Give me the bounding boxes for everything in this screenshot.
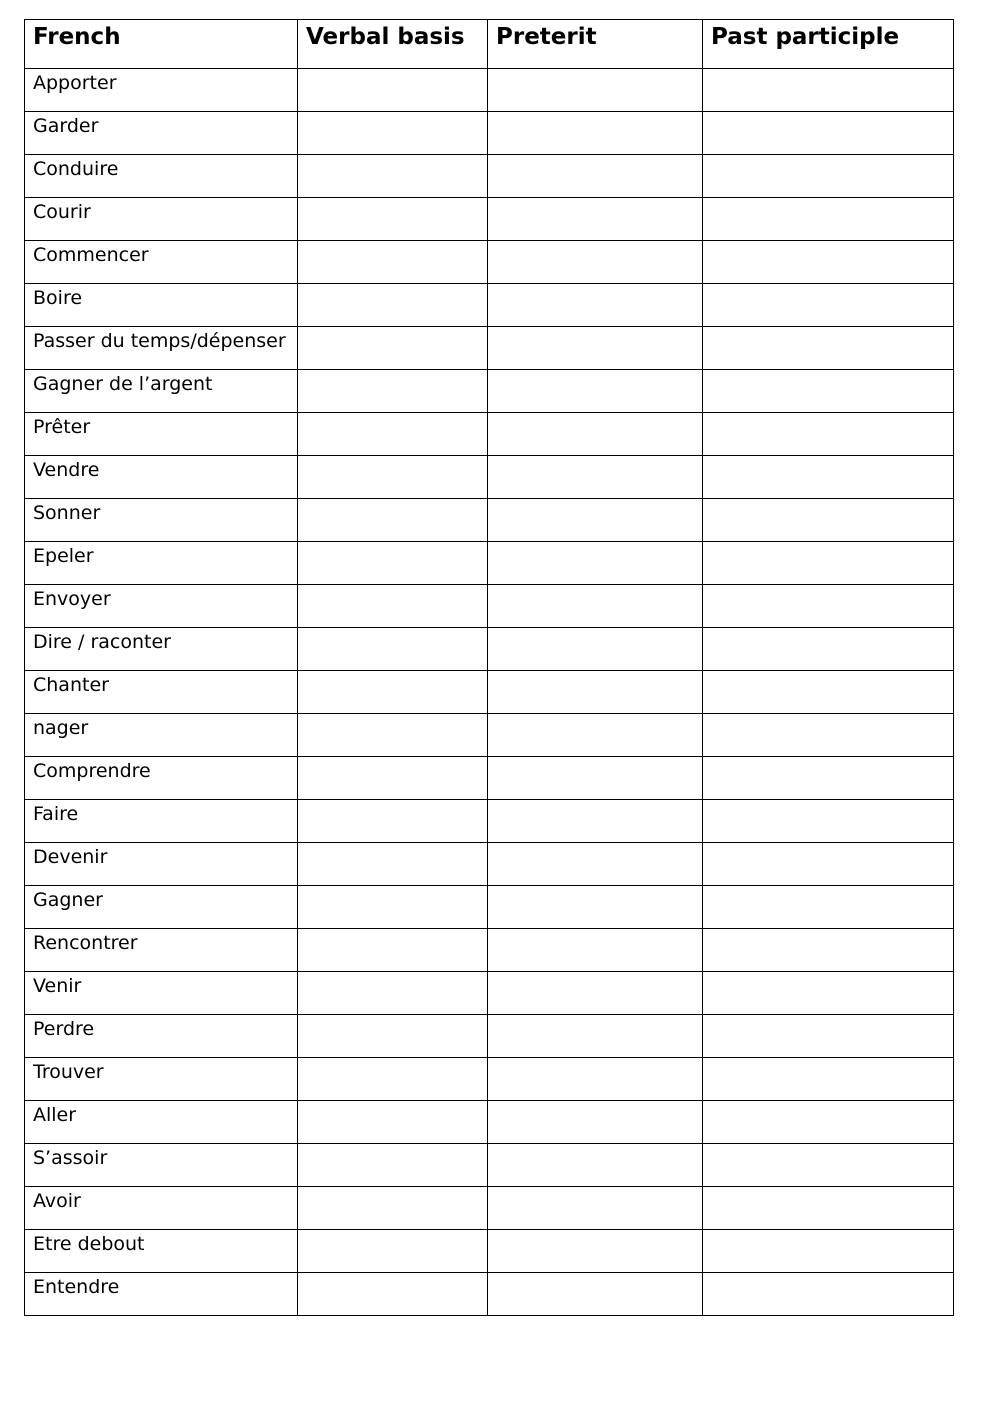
verbal-basis-cell[interactable] (298, 69, 488, 112)
french-cell: Comprendre (25, 757, 298, 800)
verbal-basis-cell[interactable] (298, 413, 488, 456)
past-participle-cell[interactable] (703, 284, 954, 327)
french-cell: Chanter (25, 671, 298, 714)
french-cell: Perdre (25, 1015, 298, 1058)
preterit-cell[interactable] (488, 1015, 703, 1058)
past-participle-cell[interactable] (703, 155, 954, 198)
past-participle-cell[interactable] (703, 327, 954, 370)
french-cell: Avoir (25, 1187, 298, 1230)
past-participle-cell[interactable] (703, 542, 954, 585)
french-cell: Boire (25, 284, 298, 327)
table-row (25, 628, 954, 671)
preterit-cell[interactable] (488, 585, 703, 628)
column-header-verbal-basis: Verbal basis (298, 20, 488, 69)
preterit-cell[interactable] (488, 413, 703, 456)
french-cell: nager (25, 714, 298, 757)
past-participle-cell[interactable] (703, 671, 954, 714)
past-participle-cell[interactable] (703, 714, 954, 757)
column-header-french: French (25, 20, 298, 69)
preterit-cell[interactable] (488, 1230, 703, 1273)
french-cell: Garder (25, 112, 298, 155)
verbal-basis-cell[interactable] (298, 972, 488, 1015)
table-row (25, 241, 954, 284)
preterit-cell[interactable] (488, 800, 703, 843)
past-participle-cell[interactable] (703, 198, 954, 241)
french-cell: Faire (25, 800, 298, 843)
past-participle-cell[interactable] (703, 843, 954, 886)
past-participle-cell[interactable] (703, 1273, 954, 1316)
french-cell: Dire / raconter (25, 628, 298, 671)
verbal-basis-cell[interactable] (298, 585, 488, 628)
verbal-basis-cell[interactable] (298, 886, 488, 929)
table-row (25, 284, 954, 327)
preterit-cell[interactable] (488, 1101, 703, 1144)
french-cell: S’assoir (25, 1144, 298, 1187)
french-cell: Devenir (25, 843, 298, 886)
french-cell: Vendre (25, 456, 298, 499)
french-cell: Courir (25, 198, 298, 241)
table-header-row (25, 20, 954, 69)
verbal-basis-cell[interactable] (298, 198, 488, 241)
past-participle-cell[interactable] (703, 757, 954, 800)
verbal-basis-cell[interactable] (298, 843, 488, 886)
table-row (25, 456, 954, 499)
preterit-cell[interactable] (488, 1058, 703, 1101)
verbal-basis-cell[interactable] (298, 1187, 488, 1230)
table-row (25, 1058, 954, 1101)
past-participle-cell[interactable] (703, 1101, 954, 1144)
verbal-basis-cell[interactable] (298, 284, 488, 327)
preterit-cell[interactable] (488, 628, 703, 671)
french-cell: Passer du temps/dépenser (25, 327, 298, 370)
preterit-cell[interactable] (488, 370, 703, 413)
table-row (25, 198, 954, 241)
verbal-basis-cell[interactable] (298, 714, 488, 757)
past-participle-cell[interactable] (703, 69, 954, 112)
preterit-cell[interactable] (488, 327, 703, 370)
table-row (25, 886, 954, 929)
table-row (25, 413, 954, 456)
worksheet (24, 19, 953, 1316)
past-participle-cell[interactable] (703, 1144, 954, 1187)
table-row (25, 1187, 954, 1230)
verbal-basis-cell[interactable] (298, 112, 488, 155)
french-cell: Commencer (25, 241, 298, 284)
table-row (25, 327, 954, 370)
past-participle-cell[interactable] (703, 1230, 954, 1273)
preterit-cell[interactable] (488, 542, 703, 585)
preterit-cell[interactable] (488, 1144, 703, 1187)
table-row (25, 972, 954, 1015)
preterit-cell[interactable] (488, 155, 703, 198)
table-row (25, 714, 954, 757)
verbal-basis-cell[interactable] (298, 456, 488, 499)
french-cell: Envoyer (25, 585, 298, 628)
french-cell: Aller (25, 1101, 298, 1144)
preterit-cell[interactable] (488, 1273, 703, 1316)
past-participle-cell[interactable] (703, 800, 954, 843)
preterit-cell[interactable] (488, 929, 703, 972)
verbal-basis-cell[interactable] (298, 757, 488, 800)
past-participle-cell[interactable] (703, 972, 954, 1015)
verbal-basis-cell[interactable] (298, 241, 488, 284)
preterit-cell[interactable] (488, 241, 703, 284)
past-participle-cell[interactable] (703, 1187, 954, 1230)
french-cell: Epeler (25, 542, 298, 585)
past-participle-cell[interactable] (703, 585, 954, 628)
table-row (25, 800, 954, 843)
french-cell: Apporter (25, 69, 298, 112)
table-row (25, 929, 954, 972)
verbal-basis-cell[interactable] (298, 1230, 488, 1273)
table-row (25, 1273, 954, 1316)
preterit-cell[interactable] (488, 972, 703, 1015)
french-cell: Etre debout (25, 1230, 298, 1273)
table-row (25, 671, 954, 714)
verbal-basis-cell[interactable] (298, 1144, 488, 1187)
verbal-basis-cell[interactable] (298, 327, 488, 370)
french-cell: Venir (25, 972, 298, 1015)
past-participle-cell[interactable] (703, 370, 954, 413)
preterit-cell[interactable] (488, 886, 703, 929)
preterit-cell[interactable] (488, 69, 703, 112)
table-row (25, 499, 954, 542)
table-body (25, 69, 954, 1316)
past-participle-cell[interactable] (703, 413, 954, 456)
verbal-basis-cell[interactable] (298, 628, 488, 671)
preterit-cell[interactable] (488, 671, 703, 714)
past-participle-cell[interactable] (703, 929, 954, 972)
table-row (25, 585, 954, 628)
table-row (25, 1015, 954, 1058)
french-cell: Prêter (25, 413, 298, 456)
verbal-basis-cell[interactable] (298, 1058, 488, 1101)
past-participle-cell[interactable] (703, 499, 954, 542)
french-cell: Trouver (25, 1058, 298, 1101)
preterit-cell[interactable] (488, 112, 703, 155)
table-row (25, 370, 954, 413)
preterit-cell[interactable] (488, 499, 703, 542)
table-row (25, 843, 954, 886)
verbal-basis-cell[interactable] (298, 155, 488, 198)
french-cell: Gagner de l’argent (25, 370, 298, 413)
past-participle-cell[interactable] (703, 112, 954, 155)
table-row (25, 112, 954, 155)
preterit-cell[interactable] (488, 198, 703, 241)
table-row (25, 1230, 954, 1273)
verbal-basis-cell[interactable] (298, 1101, 488, 1144)
table-row (25, 757, 954, 800)
preterit-cell[interactable] (488, 1187, 703, 1230)
verbal-basis-cell[interactable] (298, 542, 488, 585)
verbal-basis-cell[interactable] (298, 671, 488, 714)
past-participle-cell[interactable] (703, 886, 954, 929)
preterit-cell[interactable] (488, 456, 703, 499)
verbal-basis-cell[interactable] (298, 929, 488, 972)
past-participle-cell[interactable] (703, 1015, 954, 1058)
french-cell: Sonner (25, 499, 298, 542)
verb-table (24, 19, 954, 1316)
past-participle-cell[interactable] (703, 241, 954, 284)
table-row (25, 155, 954, 198)
preterit-cell[interactable] (488, 284, 703, 327)
past-participle-cell[interactable] (703, 456, 954, 499)
french-cell: Conduire (25, 155, 298, 198)
verbal-basis-cell[interactable] (298, 1015, 488, 1058)
preterit-cell[interactable] (488, 757, 703, 800)
french-cell: Rencontrer (25, 929, 298, 972)
french-cell: Gagner (25, 886, 298, 929)
verbal-basis-cell[interactable] (298, 370, 488, 413)
past-participle-cell[interactable] (703, 1058, 954, 1101)
preterit-cell[interactable] (488, 843, 703, 886)
french-cell: Entendre (25, 1273, 298, 1316)
column-header-preterit: Preterit (488, 20, 703, 69)
preterit-cell[interactable] (488, 714, 703, 757)
table-row (25, 69, 954, 112)
verbal-basis-cell[interactable] (298, 1273, 488, 1316)
column-header-past-participle: Past participle (703, 20, 954, 69)
table-row (25, 542, 954, 585)
verbal-basis-cell[interactable] (298, 800, 488, 843)
table-row (25, 1101, 954, 1144)
past-participle-cell[interactable] (703, 628, 954, 671)
verbal-basis-cell[interactable] (298, 499, 488, 542)
table-row (25, 1144, 954, 1187)
